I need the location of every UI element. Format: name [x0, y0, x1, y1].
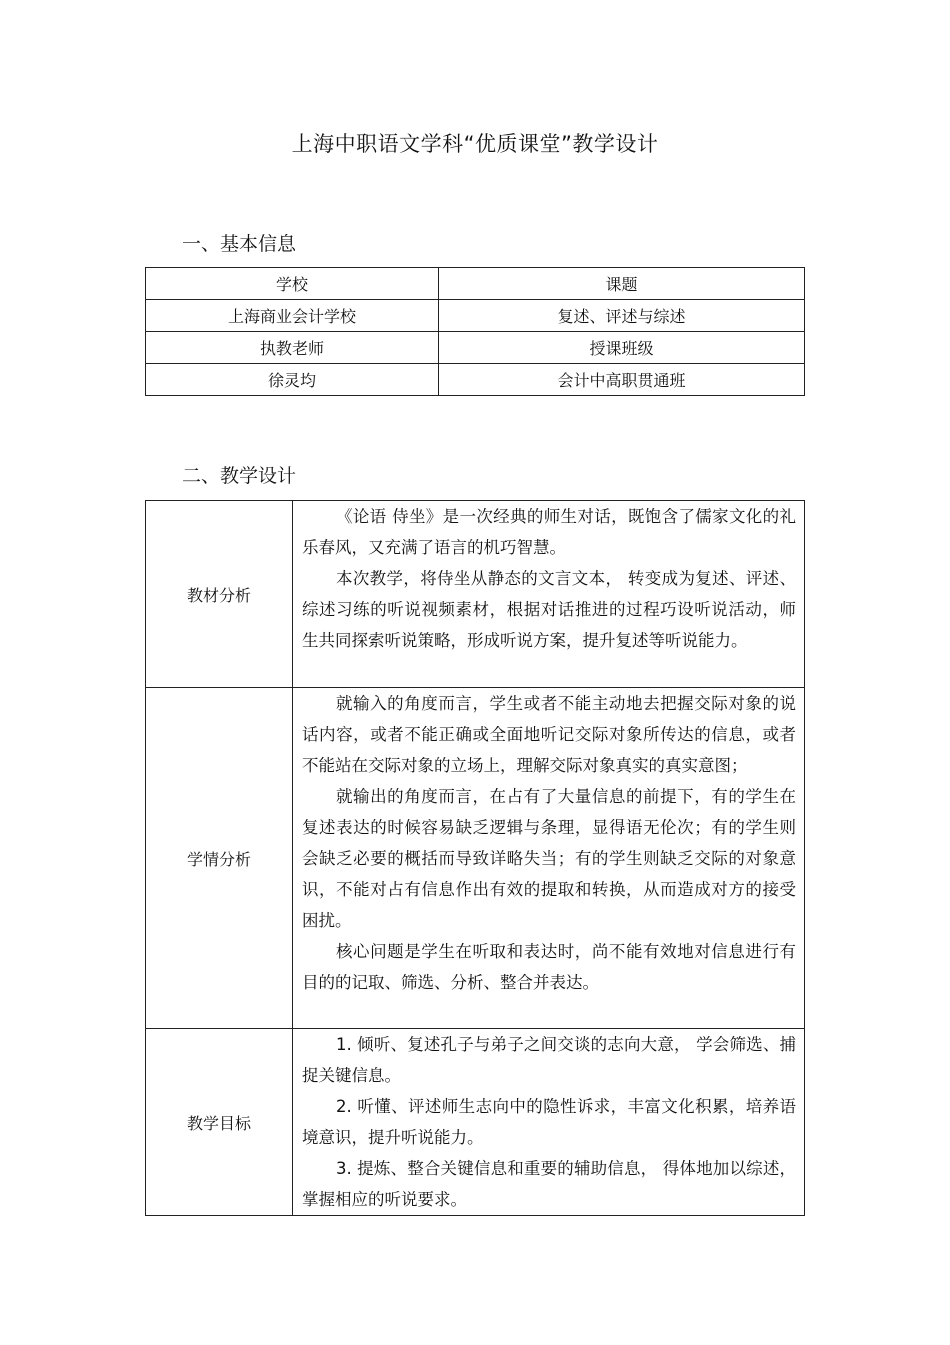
table-cell: 执教老师 — [146, 332, 439, 364]
row-label: 学情分析 — [146, 688, 293, 1029]
paragraph: 就输出的角度而言，在占有了大量信息的前提下，有的学生在复述表达的时候容易缺乏逻辑与条理，显得语无伦次；有的学生则会缺乏必要的概括而导致详略失当；有的学生则缺乏交际的对象意识，不能对占有信息作出有效的提取和转换，从而造成对方的接受困扰。 — [302, 787, 796, 930]
row-label: 教学目标 — [146, 1029, 293, 1216]
teaching-design-table — [145, 500, 805, 1216]
table-row — [146, 300, 805, 332]
paragraph: 《论语 侍坐》是一次经典的师生对话，既饱含了儒家文化的礼乐春风，又充满了语言的机巧智慧。 — [302, 507, 796, 557]
page-title: 上海中职语文学科“优质课堂”教学设计 — [291, 132, 659, 156]
paragraph: 本次教学，将侍坐从静态的文言文本， 转变成为复述、评述、综述习练的听说视频素材，根据对话推进的过程巧设听说活动，师生共同探索听说策略，形成听说方案，提升复述等听说能力。 — [302, 569, 796, 650]
table-cell: 课题 — [439, 268, 805, 300]
row-content — [293, 501, 805, 688]
table-cell: 上海商业会计学校 — [146, 300, 439, 332]
section-heading-basic-info: 一、基本信息 — [182, 233, 297, 255]
paragraph: 3. 提炼、整合关键信息和重要的辅助信息， 得体地加以综述，掌握相应的听说要求。 — [302, 1159, 796, 1209]
paragraph: 2. 听懂、评述师生志向中的隐性诉求，丰富文化积累，培养语境意识，提升听说能力。 — [302, 1097, 796, 1147]
table-row — [146, 1029, 805, 1216]
table-row — [146, 268, 805, 300]
table-cell: 复述、评述与综述 — [439, 300, 805, 332]
paragraph: 就输入的角度而言，学生或者不能主动地去把握交际对象的说话内容，或者不能正确或全面地听记交际对象所传达的信息，或者不能站在交际对象的立场上，理解交际对象真实的真实意图； — [302, 694, 796, 775]
table-cell: 徐灵均 — [146, 364, 439, 396]
basic-info-table — [145, 267, 805, 396]
paragraph: 核心问题是学生在听取和表达时，尚不能有效地对信息进行有目的的记取、筛选、分析、整合并表达。 — [302, 942, 796, 992]
row-content — [293, 1029, 805, 1216]
table-row — [146, 688, 805, 1029]
table-cell: 授课班级 — [439, 332, 805, 364]
table-row — [146, 364, 805, 396]
row-label: 教材分析 — [146, 501, 293, 688]
section-heading-teaching-design: 二、教学设计 — [182, 465, 297, 487]
table-cell: 会计中高职贯通班 — [439, 364, 805, 396]
paragraph: 1. 倾听、复述孔子与弟子之间交谈的志向大意， 学会筛选、捕捉关键信息。 — [302, 1035, 796, 1085]
table-cell: 学校 — [146, 268, 439, 300]
table-row — [146, 501, 805, 688]
row-content — [293, 688, 805, 1029]
table-row — [146, 332, 805, 364]
